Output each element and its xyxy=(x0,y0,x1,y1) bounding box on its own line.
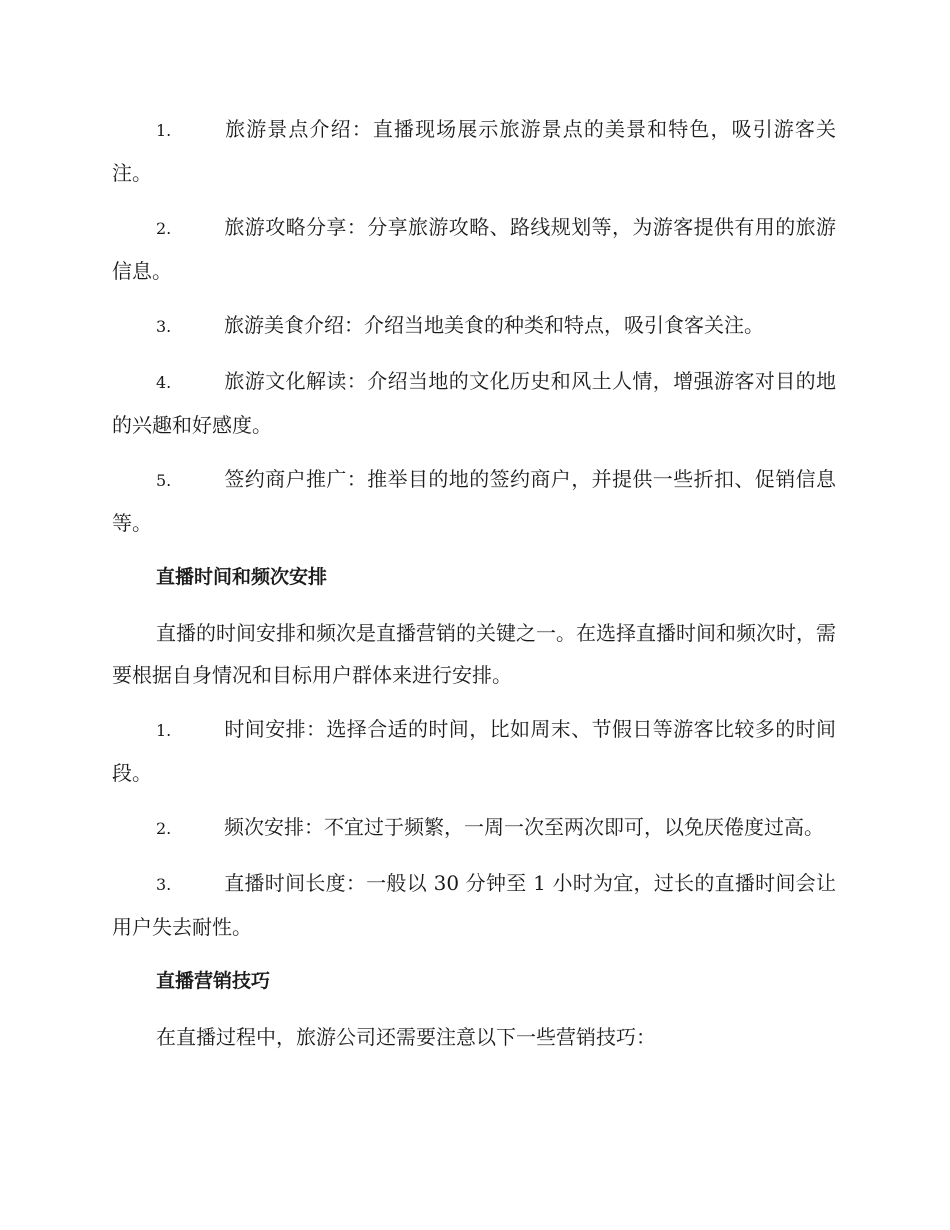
list-text: 旅游景点介绍：直播现场展示旅游景点的美景和特色，吸引游客关注。 xyxy=(112,117,836,185)
list-item xyxy=(112,806,836,850)
list-text: 直播时间长度：一般以 30 分钟至 1 小时为宜，过长的直播时间会让用户失去耐性。 xyxy=(112,871,836,939)
list-number: 2. xyxy=(156,219,172,238)
list-text: 签约商户推广：推举目的地的签约商户，并提供一些折扣、促销信息等。 xyxy=(112,467,836,535)
list-text: 旅游美食介绍：介绍当地美食的种类和特点，吸引食客关注。 xyxy=(224,313,764,337)
list-item xyxy=(112,108,836,194)
document-page xyxy=(112,108,836,1070)
list-number: 5. xyxy=(156,471,172,490)
list-number: 1. xyxy=(156,721,172,740)
list-item xyxy=(112,206,836,292)
section-heading: 直播营销技巧 xyxy=(156,970,271,992)
list-item xyxy=(112,304,836,348)
list-number: 3. xyxy=(156,875,172,894)
list-number: 4. xyxy=(156,373,172,392)
list-number: 1. xyxy=(156,121,172,140)
section-heading: 直播时间和频次安排 xyxy=(156,566,328,588)
list-text: 旅游文化解读：介绍当地的文化历史和风土人情，增强游客对目的地的兴趣和好感度。 xyxy=(112,369,836,437)
list-text: 频次安排：不宜过于频繁，一周一次至两次即可，以免厌倦度过高。 xyxy=(224,815,824,839)
list-item xyxy=(112,360,836,446)
section-paragraph: 在直播过程中，旅游公司还需要注意以下一些营销技巧： xyxy=(156,1025,656,1049)
section-paragraph: 直播的时间安排和频次是直播营销的关键之一。在选择直播时间和频次时，需要根据自身情况和目标用户群体来进行安排。 xyxy=(112,621,836,687)
list-number: 2. xyxy=(156,819,172,838)
list-text: 时间安排：选择合适的时间，比如周末、节假日等游客比较多的时间段。 xyxy=(112,717,836,785)
list-item xyxy=(112,458,836,544)
list-item xyxy=(112,708,836,794)
list-text: 旅游攻略分享：分享旅游攻略、路线规划等，为游客提供有用的旅游信息。 xyxy=(112,215,836,283)
list-item xyxy=(112,862,836,948)
list-number: 3. xyxy=(156,317,172,336)
